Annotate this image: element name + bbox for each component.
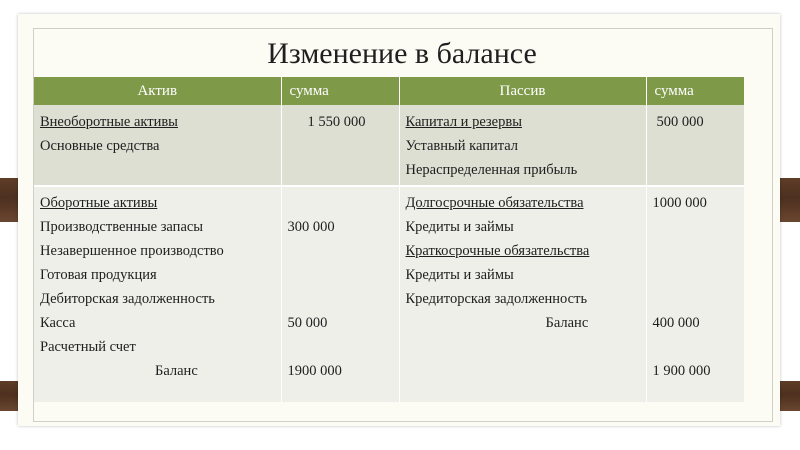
liability-balance-amount: 1 900 000: [652, 363, 711, 379]
work-in-progress-label: Незавершенное производство: [40, 243, 224, 259]
equity-cell: [399, 105, 646, 186]
header-liability: Пассив: [399, 77, 646, 105]
finished-goods-label: Готовая продукция: [40, 267, 157, 283]
current-assets-cell: [34, 186, 281, 402]
receivables-label: Дебиторская задолженность: [40, 291, 215, 307]
noncurrent-assets-cell: [34, 105, 281, 186]
longterm-liabilities-heading: Долгосрочные обязательства: [405, 195, 584, 211]
table-row: [34, 105, 744, 186]
fixed-assets-amount: 1 550 000: [307, 114, 366, 130]
liability-balance-label: Баланс: [545, 315, 589, 331]
equity-heading: Капитал и резервы: [405, 114, 522, 130]
payables-label: Кредиторская задолженность: [405, 291, 588, 307]
cash-amount: 50 000: [287, 315, 328, 331]
cash-label: Касса: [40, 315, 76, 331]
table-header-row: [34, 77, 744, 105]
shortterm-loans-label: Кредиты и займы: [405, 267, 514, 283]
noncurrent-assets-amount-cell: [281, 105, 399, 186]
shortterm-loans-amount: 400 000: [652, 315, 700, 331]
asset-balance-label: Баланс: [155, 363, 198, 379]
header-liability-amount: сумма: [646, 77, 744, 105]
header-asset: Актив: [34, 77, 281, 105]
table-row: [34, 186, 744, 402]
shortterm-liabilities-heading: Краткосрочные обязательства: [405, 243, 590, 259]
slide-title: Изменение в балансе: [267, 37, 537, 70]
asset-balance-amount: 1900 000: [287, 363, 342, 379]
inventory-amount: 300 000: [287, 219, 335, 235]
liabilities-cell: [399, 186, 646, 402]
current-account-label: Расчетный счет: [40, 339, 136, 355]
current-assets-amount-cell: [281, 186, 399, 402]
noncurrent-assets-heading: Внеоборотные активы: [40, 114, 178, 130]
liabilities-amount-cell: [646, 186, 744, 402]
authorized-capital-label: Уставный капитал: [405, 138, 519, 154]
equity-amount: 500 000: [656, 114, 704, 130]
longterm-loans-amount: 1000 000: [652, 195, 707, 211]
balance-table: [34, 77, 744, 402]
inventory-label: Производственные запасы: [40, 219, 204, 235]
header-asset-amount: сумма: [281, 77, 399, 105]
retained-earnings-label: Нераспределенная прибыль: [405, 162, 578, 178]
current-assets-heading: Оборотные активы: [40, 195, 158, 211]
equity-amount-cell: [646, 105, 744, 186]
fixed-assets-label: Основные средства: [40, 138, 160, 154]
longterm-loans-label: Кредиты и займы: [405, 219, 514, 235]
